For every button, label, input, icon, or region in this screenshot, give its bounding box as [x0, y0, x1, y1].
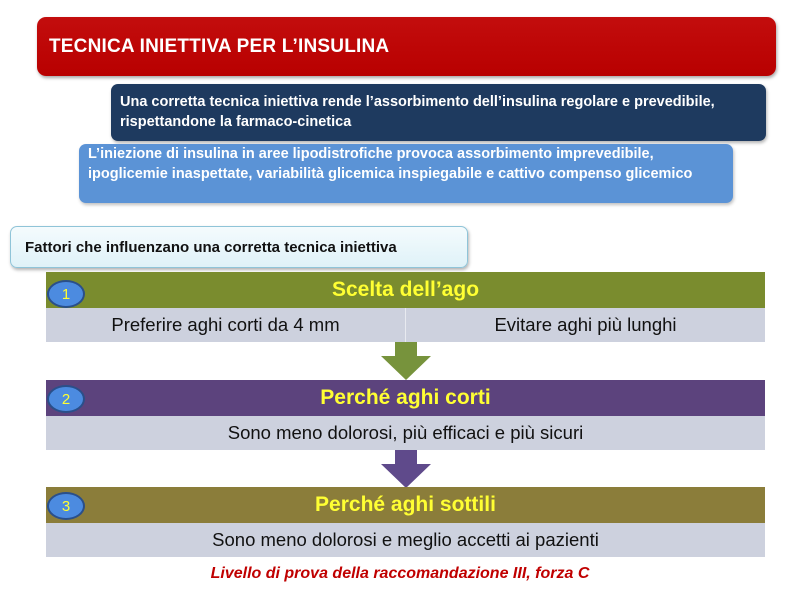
page-title: [37, 17, 776, 76]
step-1-header: Scelta dell’ago: [46, 272, 765, 308]
arrow-down-icon: [381, 450, 431, 488]
intro-light-box: L’iniezione di insulina in aree lipodistrofiche provoca assorbimento imprevedibile, ipoglicemie inaspettate, variabilità glicemica inspiegabile e cattivo compenso glicemico: [79, 144, 733, 203]
step-2-header: Perché aghi corti: [46, 380, 765, 416]
step-2-cell: Sono meno dolorosi, più efficaci e più sicuri: [227, 422, 584, 443]
factors-label-text: Fattori che influenzano una corretta tecnica iniettiva: [25, 238, 397, 256]
step-3-cell: Sono meno dolorosi e meglio accetti ai pazienti: [212, 529, 599, 550]
step-1-number-badge: 1: [47, 280, 85, 308]
intro-dark-box: Una corretta tecnica iniettiva rende l’assorbimento dell’insulina regolare e prevedibile, rispettandone la farmaco-cinetica: [111, 84, 766, 141]
step-3-row: [46, 523, 765, 557]
arrow-down-icon: [381, 342, 431, 380]
step-3-number-badge: 3: [47, 492, 85, 520]
evidence-level-note: Livello di prova della raccomandazione III, forza C: [210, 565, 590, 582]
step-1-cell-right: Evitare aghi più lunghi: [405, 308, 765, 342]
step-2-row: [46, 416, 765, 450]
step-1-row: [46, 308, 765, 342]
step-1-cell-left: Preferire aghi corti da 4 mm: [111, 314, 340, 335]
page-title-text: TECNICA INIETTIVA PER L’INSULINA: [49, 35, 390, 57]
step-3-header: Perché aghi sottili: [46, 487, 765, 523]
factors-label: [10, 226, 468, 268]
step-2-number-badge: 2: [47, 385, 85, 413]
